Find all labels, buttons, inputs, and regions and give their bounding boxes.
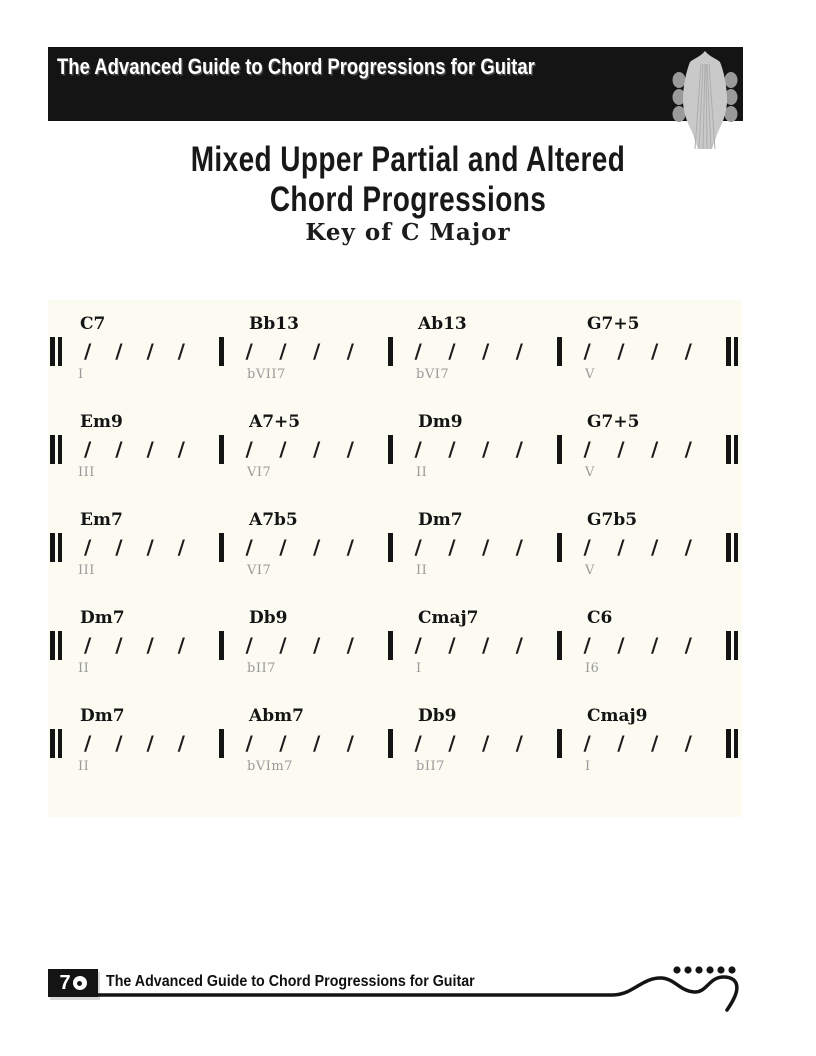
key-subtitle: Key of C Major: [305, 219, 511, 246]
beats-line: [219, 433, 388, 465]
beat-slash: /: [312, 437, 321, 461]
measure: [557, 313, 726, 385]
chord-label: Cmaj7: [418, 608, 479, 628]
progression-row: [50, 411, 738, 483]
measure: [557, 411, 726, 483]
barline-stroke: [734, 631, 739, 660]
chord-label: Dm9: [418, 412, 463, 432]
beats-line: [219, 531, 388, 563]
beat-slashes: [393, 341, 558, 361]
chord-label: G7+5: [587, 412, 640, 432]
beat-slash: /: [84, 339, 92, 363]
beats-line: [219, 629, 388, 661]
beats-line: [557, 629, 726, 661]
beat-slash: /: [414, 633, 422, 657]
measure: [219, 705, 388, 777]
chord-label: C6: [587, 608, 613, 628]
measure: [557, 705, 726, 777]
beat-slash: /: [414, 339, 422, 363]
beat-slash: /: [115, 339, 123, 363]
roman-numeral: VI7: [247, 563, 272, 578]
double-barline: [726, 435, 738, 464]
beat-slash: /: [617, 437, 625, 461]
beat-slashes: [224, 537, 389, 557]
beat-slash: /: [177, 437, 185, 461]
beats-line: [388, 629, 557, 661]
barline-stroke: [50, 533, 55, 562]
double-barline: [50, 337, 62, 366]
beat-slash: /: [448, 633, 456, 657]
beat-slashes: [393, 635, 558, 655]
beat-slash: /: [146, 535, 154, 559]
beat-slash: /: [245, 535, 253, 559]
beat-slash: /: [481, 339, 490, 363]
page-title-line1: Mixed Upper Partial and Altered: [190, 140, 626, 179]
beat-slashes: [562, 733, 727, 753]
measure: [50, 607, 219, 679]
beats-line: [388, 531, 557, 563]
chord-label: Db9: [249, 608, 288, 628]
double-barline: [726, 729, 738, 758]
end-double-barline: [726, 335, 738, 367]
beat-slashes: [224, 341, 389, 361]
guitar-headstock-icon: [666, 50, 748, 150]
beat-slash: /: [515, 633, 523, 657]
chord-label: Cmaj9: [587, 706, 648, 726]
beats-line: [557, 335, 726, 367]
progression-row: [50, 509, 738, 581]
beat-slash: /: [346, 437, 354, 461]
beats-line: [219, 335, 388, 367]
beats-line: [50, 629, 219, 661]
page-number-digit: 7: [59, 972, 71, 994]
measure: [219, 607, 388, 679]
measure: [557, 607, 726, 679]
beat-slash: /: [84, 437, 92, 461]
beat-slash: /: [177, 339, 185, 363]
beat-slashes: [224, 635, 389, 655]
roman-numeral: II: [416, 465, 428, 480]
beat-slash: /: [346, 535, 354, 559]
barline-stroke: [734, 435, 739, 464]
beat-slash: /: [515, 437, 523, 461]
chord-label: Db9: [418, 706, 457, 726]
beat-slashes: [62, 439, 219, 459]
header-bar: [48, 47, 743, 121]
beat-slash: /: [515, 535, 523, 559]
measure: [219, 509, 388, 581]
roman-numeral: V: [585, 465, 595, 480]
beats-line: [388, 433, 557, 465]
guitar-body-icon: [48, 953, 748, 1015]
roman-numeral: III: [78, 465, 95, 480]
chord-label: Dm7: [418, 510, 463, 530]
end-double-barline: [726, 531, 738, 563]
header-title: The Advanced Guide to Chord Progressions for Guitar: [57, 54, 535, 79]
progression-row: [50, 705, 738, 777]
measure: [388, 509, 557, 581]
roman-numeral: bII7: [247, 661, 276, 676]
beat-slash: /: [312, 339, 321, 363]
chord-label: A7+5: [249, 412, 301, 432]
beat-slash: /: [650, 633, 659, 657]
roman-numeral: I: [416, 661, 422, 676]
roman-numeral: II: [78, 759, 90, 774]
chord-label: A7b5: [249, 510, 298, 530]
beats-line: [50, 433, 219, 465]
measure: [50, 705, 219, 777]
beat-slash: /: [115, 633, 123, 657]
chord-label: Em9: [80, 412, 123, 432]
beat-slash: /: [146, 633, 154, 657]
chord-label: Abm7: [249, 706, 304, 726]
chord-label: Em7: [80, 510, 123, 530]
beat-slash: /: [650, 731, 659, 755]
beat-slash: /: [583, 731, 591, 755]
beat-slash: /: [684, 633, 692, 657]
chord-label: Dm7: [80, 608, 125, 628]
beat-slash: /: [245, 731, 253, 755]
beat-slashes: [562, 341, 727, 361]
roman-numeral: bVI7: [416, 367, 450, 382]
beat-slash: /: [448, 437, 456, 461]
roman-numeral: bVII7: [247, 367, 286, 382]
beat-slashes: [62, 537, 219, 557]
chord-label: G7b5: [587, 510, 638, 530]
beat-slash: /: [279, 633, 287, 657]
beat-slash: /: [279, 535, 287, 559]
beat-slash: /: [414, 535, 422, 559]
double-barline: [726, 533, 738, 562]
measure: [388, 607, 557, 679]
beat-slash: /: [481, 437, 490, 461]
beat-slash: /: [684, 437, 692, 461]
beats-line: [50, 727, 219, 759]
measure: [219, 313, 388, 385]
beat-slashes: [562, 635, 727, 655]
measure: [388, 313, 557, 385]
beats-line: [50, 531, 219, 563]
beat-slash: /: [312, 633, 321, 657]
beat-slash: /: [279, 437, 287, 461]
beat-slash: /: [650, 339, 659, 363]
barline-stroke: [50, 337, 55, 366]
beat-slash: /: [312, 731, 321, 755]
barline-stroke: [726, 435, 731, 464]
barline-stroke: [726, 533, 731, 562]
beat-slash: /: [684, 731, 692, 755]
roman-numeral: III: [78, 563, 95, 578]
beat-slash: /: [481, 535, 490, 559]
beat-slash: /: [177, 535, 185, 559]
end-double-barline: [726, 433, 738, 465]
beat-slash: /: [583, 437, 591, 461]
footer-title: The Advanced Guide to Chord Progressions for Guitar: [106, 973, 475, 990]
roman-numeral: VI7: [247, 465, 272, 480]
beat-slashes: [62, 733, 219, 753]
beat-slash: /: [583, 535, 591, 559]
barline-stroke: [734, 729, 739, 758]
beat-slash: /: [115, 437, 123, 461]
roman-numeral: I: [585, 759, 591, 774]
chord-label: Dm7: [80, 706, 125, 726]
barline-stroke: [50, 729, 55, 758]
barline-stroke: [726, 631, 731, 660]
beat-slash: /: [146, 339, 154, 363]
measure: [50, 411, 219, 483]
beat-slashes: [562, 537, 727, 557]
beat-slash: /: [346, 339, 354, 363]
measure: [388, 705, 557, 777]
beat-slash: /: [177, 633, 185, 657]
beat-slash: /: [414, 731, 422, 755]
chord-label: G7+5: [587, 314, 640, 334]
beat-slash: /: [448, 339, 456, 363]
beat-slash: /: [650, 437, 659, 461]
roman-numeral: bVIm7: [247, 759, 293, 774]
beat-slash: /: [583, 633, 591, 657]
beat-slash: /: [650, 535, 659, 559]
beat-slash: /: [115, 731, 123, 755]
measure: [219, 411, 388, 483]
beat-slashes: [393, 537, 558, 557]
beat-slash: /: [84, 535, 92, 559]
beat-slash: /: [312, 535, 321, 559]
beats-line: [219, 727, 388, 759]
chord-label: Bb13: [249, 314, 299, 334]
beat-slash: /: [448, 731, 456, 755]
beat-slash: /: [617, 731, 625, 755]
barline-stroke: [734, 337, 739, 366]
roman-numeral: V: [585, 367, 595, 382]
page-title-line2: Chord Progressions: [269, 180, 547, 219]
beat-slash: /: [617, 535, 625, 559]
double-barline: [50, 631, 62, 660]
progression-rows: [50, 313, 738, 803]
beat-slashes: [562, 439, 727, 459]
double-barline: [50, 729, 62, 758]
roman-numeral: II: [416, 563, 428, 578]
beat-slash: /: [346, 731, 354, 755]
barline-stroke: [50, 631, 55, 660]
beat-slash: /: [684, 339, 692, 363]
end-double-barline: [726, 727, 738, 759]
beat-slash: /: [279, 731, 287, 755]
beat-slashes: [224, 439, 389, 459]
beats-line: [557, 531, 726, 563]
chord-label: Ab13: [418, 314, 467, 334]
roman-numeral: bII7: [416, 759, 445, 774]
measure: [557, 509, 726, 581]
beat-slash: /: [515, 731, 523, 755]
beats-line: [50, 335, 219, 367]
beat-slash: /: [245, 437, 253, 461]
roman-numeral: I6: [585, 661, 600, 676]
beat-slash: /: [414, 437, 422, 461]
barline-stroke: [50, 435, 55, 464]
barline-stroke: [726, 729, 731, 758]
beat-slash: /: [245, 633, 253, 657]
beats-line: [557, 727, 726, 759]
measure: [50, 313, 219, 385]
beat-slash: /: [583, 339, 591, 363]
beat-slash: /: [245, 339, 253, 363]
beat-slash: /: [146, 731, 154, 755]
beat-slash: /: [177, 731, 185, 755]
double-barline: [726, 631, 738, 660]
beat-slash: /: [115, 535, 123, 559]
measure: [50, 509, 219, 581]
beat-slashes: [62, 635, 219, 655]
progression-row: [50, 313, 738, 385]
beat-slash: /: [684, 535, 692, 559]
roman-numeral: II: [78, 661, 90, 676]
beat-slash: /: [346, 633, 354, 657]
beat-slash: /: [84, 633, 92, 657]
beats-line: [557, 433, 726, 465]
chord-label: C7: [80, 314, 106, 334]
beat-slashes: [62, 341, 219, 361]
beat-slash: /: [481, 731, 490, 755]
end-double-barline: [726, 629, 738, 661]
measure: [388, 411, 557, 483]
roman-numeral: I: [78, 367, 84, 382]
beat-slash: /: [617, 633, 625, 657]
beat-slash: /: [84, 731, 92, 755]
beats-line: [388, 335, 557, 367]
beat-slash: /: [279, 339, 287, 363]
beat-slash: /: [448, 535, 456, 559]
beat-slashes: [393, 733, 558, 753]
barline-stroke: [734, 533, 739, 562]
progression-row: [50, 607, 738, 679]
beat-slash: /: [515, 339, 523, 363]
beat-slashes: [224, 733, 389, 753]
beat-slash: /: [146, 437, 154, 461]
beat-slash: /: [481, 633, 490, 657]
double-barline: [726, 337, 738, 366]
beat-slash: /: [617, 339, 625, 363]
double-barline: [50, 533, 62, 562]
double-barline: [50, 435, 62, 464]
beats-line: [388, 727, 557, 759]
roman-numeral: V: [585, 563, 595, 578]
beat-slashes: [393, 439, 558, 459]
barline-stroke: [726, 337, 731, 366]
